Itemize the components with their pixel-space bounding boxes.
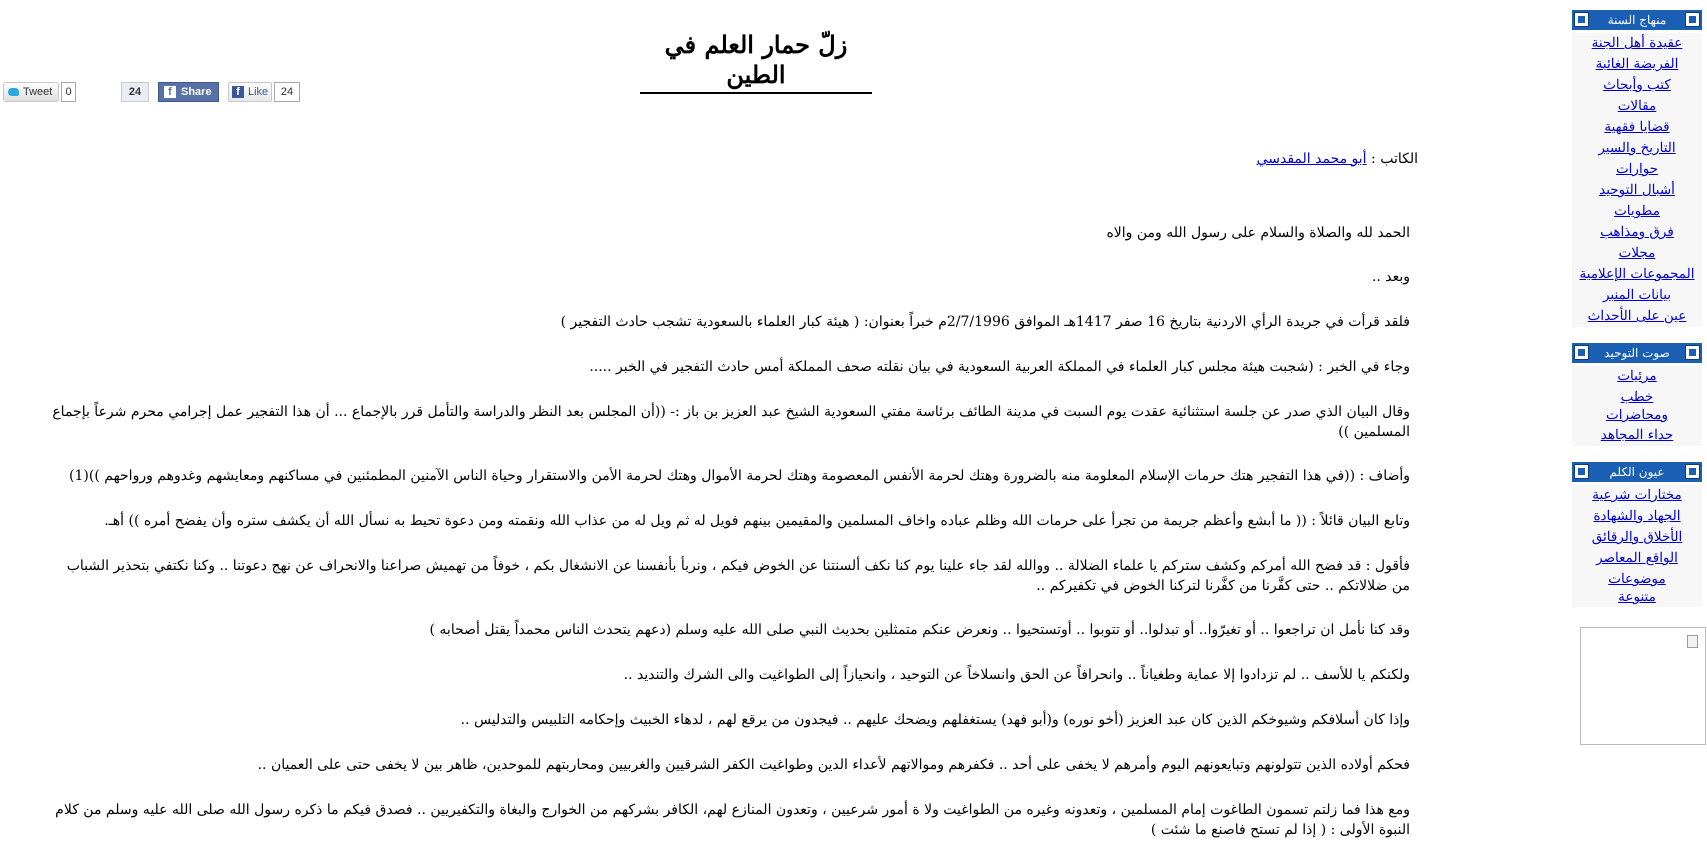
article-paragraph: وتابع البيان قائلاً : (( ما أبشع وأعظم جريمة من تجرأ على حرمات الله وظلم عباده واخاف المسلمين والمقيمين بينهم فويل له ثم ويل له من عذاب الله ونقمته ومن دعوة تحيط به نسأل الله أن يكشف ستره وأن يفضح أمره )) أهـ. — [104, 513, 1410, 529]
tweet-count: 0 — [61, 82, 76, 102]
menu-item-fiqh[interactable]: قضايا فقهية — [1604, 119, 1670, 135]
menu-item-videos[interactable]: مرئيات — [1617, 368, 1657, 384]
menu-list — [1572, 33, 1702, 327]
menu-item-events[interactable]: عين على الأحداث — [1587, 308, 1687, 324]
book-icon — [1685, 345, 1700, 360]
like-label: Like — [248, 86, 269, 98]
share-count: 24 — [121, 82, 149, 102]
menu-item-pamphlets[interactable]: مطويات — [1614, 203, 1660, 219]
like-count: 24 — [274, 82, 300, 102]
article-paragraph: وبعد .. — [1371, 269, 1410, 285]
book-icon — [1574, 12, 1589, 27]
menu-item-history[interactable]: التاريخ والسير — [1598, 140, 1676, 156]
article-paragraph: وأضاف : ((في هذا التفجير هتك حرمات الإسلام المعلومة منه بالضرورة وهتك لحرمة الأنفس المعصومة وهتك لحرمة الأموال وهتك لحرمة الأمن والاستقرار وحياة الناس الآمنين المطمئنين في مساكنهم ومعايشهم وغدوهم ورواحهم ))(1) — [69, 468, 1410, 484]
article-paragraph: وقد كنا نأمل ان تراجعوا .. أو تغيرّوا.. أو تبدلوا.. أو تتوبوا .. أوتستحيوا .. ونعرض عنكم متمثلين بحديث النبي صلى الله عليه وسلم (دعهم يتحدث الناس محمداً يقتل أصحابه ) — [429, 622, 1410, 638]
menu-item-hidaa[interactable]: حداء المجاهد — [1600, 427, 1674, 443]
author-link[interactable]: أبو محمد المقدسي — [1256, 151, 1367, 167]
menu-list — [1572, 485, 1702, 607]
twitter-bird-icon — [8, 88, 19, 96]
article-paragraph: ومع هذا فما زلتم تسمون الطاغوت إمام المسلمين ، وتعدونه وغيره من الطواغيت ولا ة أمور شرعيين ، وتعدون المنازع لهم، الكافر بشركهم من الخوارج والبغاة والتكفيريين .. فصدق فيكم ما ذكره رسول الله صلى الله عليه وسلم من كلام النبوة الأولى : ( إذا لم تستح فاصنع ما شئت ) — [55, 802, 1410, 838]
facebook-icon: f — [164, 86, 176, 98]
sidebar-image-frame — [1580, 627, 1706, 745]
book-icon — [1574, 345, 1589, 360]
article-paragraph: ولكنكم يا للأسف .. لم تزدادوا إلا عماية وطغياناً .. وانحرافاً عن الحق وانسلاخاً عن التوحيد ، وانحيازاً إلى الطواغيت والى الشرك والتنديد .. — [623, 667, 1410, 683]
menu-item-interviews[interactable]: حوارات — [1615, 161, 1659, 177]
menu-item-jihad[interactable]: الجهاد والشهادة — [1593, 508, 1681, 524]
article-paragraph: الحمد لله والصلاة والسلام على رسول الله ومن والاه — [1106, 225, 1410, 241]
menu-item-fareeda[interactable]: الفريضة الغائبة — [1595, 56, 1679, 72]
article-paragraph: وقال البيان الذي صدر عن جلسة استثنائية عقدت يوم السبت في مدينة الطائف برئاسة مفتي السعودية الشيخ عبد العزيز بن باز :- ((أن المجلس بعد النظر والدراسة والتأمل قرر بالإجماع ... أن هذا التفجير عمل إجرامي محرم شرعاً بإجماع المسلمين )) — [52, 404, 1410, 440]
menu-box-manhaj — [1572, 10, 1702, 327]
menu-item-articles[interactable]: مقالات — [1617, 98, 1657, 114]
tweet-button[interactable] — [3, 82, 59, 102]
book-icon — [1574, 464, 1589, 479]
menu-box-oyoun — [1572, 462, 1702, 607]
book-icon — [1685, 12, 1700, 27]
menu-item-ashbal[interactable]: أشبال التوحيد — [1599, 182, 1675, 198]
menu-item-magazines[interactable]: مجلات — [1618, 245, 1656, 261]
article-paragraph: وإذا كان أسلافكم وشيوخكم الذين كان عبد العزيز (أخو نوره) و(أبو فهد) يستغفلهم ويضحك عليهم .. فيجدون من يرقع لهم ، لدهاء الخبيث وإحكامه التلبيس والتدليس .. — [460, 712, 1410, 728]
menu-title: عيون الكلم — [1609, 465, 1665, 479]
author-line — [1257, 151, 1418, 167]
menu-item-akhlaq[interactable]: الأخلاق والرقائق — [1591, 529, 1683, 545]
menu-box-sawt — [1572, 343, 1702, 446]
menu-list — [1572, 366, 1702, 446]
menu-item-misc[interactable]: موضوعات متنوعة — [1608, 571, 1666, 605]
book-icon — [1685, 464, 1700, 479]
menu-item-aqeeda[interactable]: عقيدة أهل الجنة — [1591, 35, 1683, 51]
menu-item-lectures[interactable]: خطب ومحاضرات — [1606, 389, 1668, 423]
page-title: زلّ حمار العلم في الطين — [640, 30, 872, 94]
sidebar — [1572, 10, 1702, 745]
menu-item-media-groups[interactable]: المجموعات الإعلامية — [1579, 266, 1695, 282]
author-label: الكاتب : — [1371, 151, 1418, 167]
article-paragraph: وجاء في الخبر : (شجبت هيئة مجلس كبار العلماء في المملكة العربية السعودية في بيان نقلته صحف المملكة أمس حادث التفجير في الخبر ..... — [589, 359, 1410, 375]
article-paragraph: فحكم أولاده الذين تتولونهم وتبايعونهم اليوم وأمرهم لا يخفى على أحد .. فكفرهم وموالاتهم لأعداء الدين وطواغيت الكفر الشرقيين والغربيين ومحاربتهم للموحدين، ظاهر بين لا يخفى حتى على العميان .. — [257, 757, 1410, 773]
facebook-like-button[interactable] — [228, 82, 272, 102]
menu-item-statements[interactable]: بيانات المنبر — [1602, 287, 1672, 303]
menu-item-books[interactable]: كتب وأبحاث — [1603, 77, 1671, 93]
share-label: Share — [181, 86, 212, 98]
menu-header-manhaj — [1572, 10, 1702, 30]
broken-image-icon — [1687, 635, 1698, 648]
menu-title: صوت التوحيد — [1604, 346, 1670, 360]
article-paragraph: فلقد قرأت في جريدة الرأي الاردنية بتاريخ 16 صفر 1417هـ الموافق 2/7/1996م خبراً بعنوان: ( هيئة كبار العلماء بالسعودية تشجب حادث التفجير ) — [560, 314, 1410, 330]
menu-title: منهاج السنة — [1607, 13, 1667, 27]
tweet-label: Tweet — [23, 86, 53, 98]
facebook-icon: f — [232, 86, 244, 98]
facebook-share-button[interactable] — [158, 82, 219, 102]
menu-item-waqi[interactable]: الواقع المعاصر — [1596, 550, 1678, 566]
menu-header-sawt — [1572, 343, 1702, 363]
menu-header-oyoun — [1572, 462, 1702, 482]
article-paragraph: فأقول : قد فضح الله أمركم وكشف ستركم يا علماء الضلالة .. ووالله لقد جاء علينا يوم كنا نكف ألسنتنا عن الخوض فيكم ، ونربأ بأنفسنا عن الانشغال بكم ، خوفاً من تهميش صراعنا والانحراف عن نهج دعوتنا .. وكنا نكتفي بتحذير الشباب من ضلالاتكم .. حتى كفَّرنا من كفَّرنا لتركنا الخوض في تكفيركم .. — [66, 558, 1410, 594]
menu-item-sharia[interactable]: مختارات شرعية — [1592, 487, 1682, 503]
menu-item-sects[interactable]: فرق ومذاهب — [1600, 224, 1674, 240]
